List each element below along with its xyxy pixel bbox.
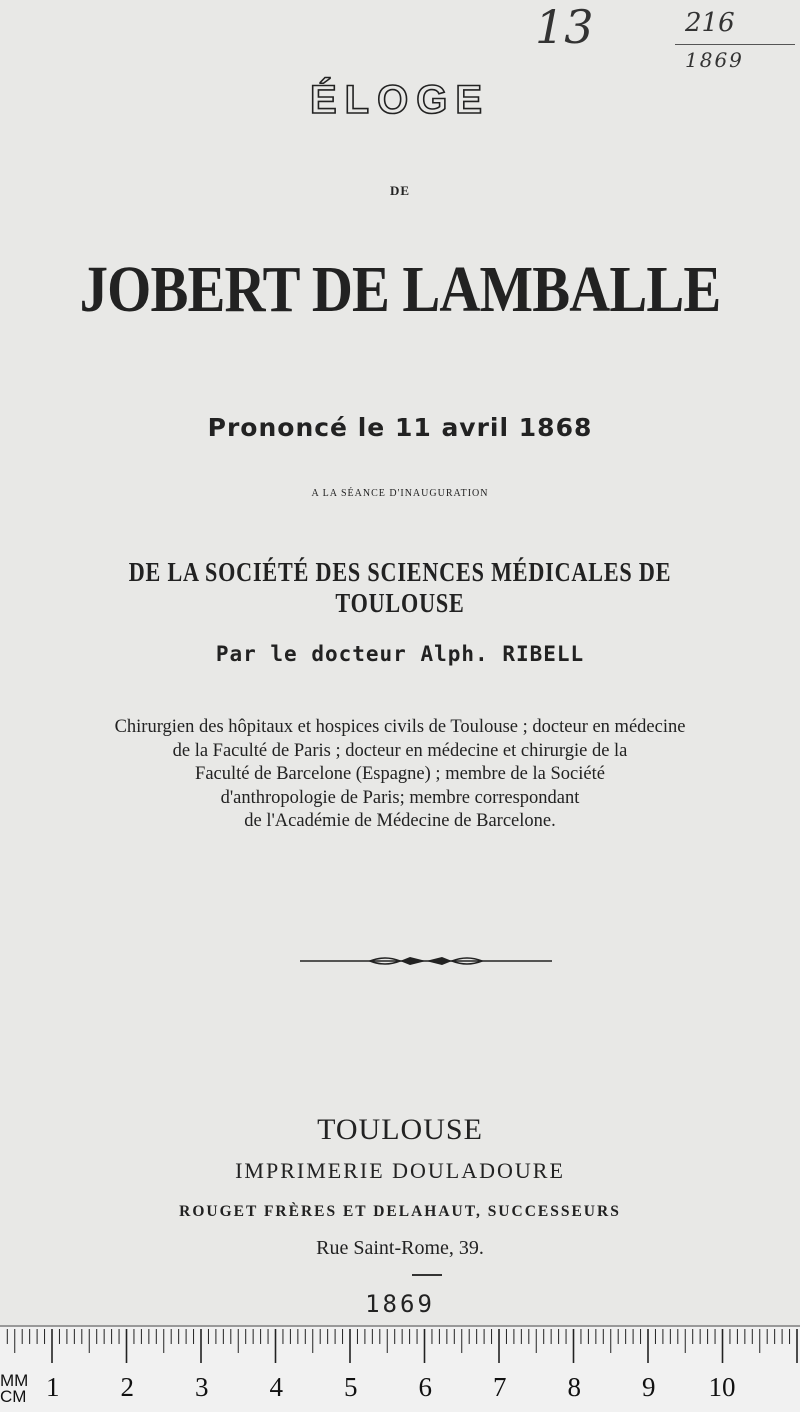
short-rule xyxy=(412,1274,442,1276)
subject-title: JOBERT DE LAMBALLE xyxy=(79,253,721,326)
ruler-number: 3 xyxy=(195,1372,209,1402)
ruler-number: 9 xyxy=(642,1372,656,1402)
printer-address: Rue Saint-Rome, 39. xyxy=(316,1237,484,1259)
ruler-number: 2 xyxy=(120,1372,134,1402)
de-word: DE xyxy=(389,183,411,198)
measuring-ruler xyxy=(0,1325,800,1412)
author-title-line: Faculté de Barcelone (Espagne) ; membre de la Société xyxy=(195,764,605,784)
city-name: TOULOUSE xyxy=(317,1113,483,1146)
ruler-number: 5 xyxy=(344,1372,358,1402)
ornament-rule xyxy=(300,953,552,969)
societe-line: DE LA SOCIÉTÉ DES SCIENCES MÉDICALES DE TOULOUSE xyxy=(128,557,672,618)
ruler-number: 6 xyxy=(418,1372,432,1402)
successors-line: ROUGET FRÈRES ET DELAHAUT, SUCCESSEURS xyxy=(179,1203,621,1220)
shelfmark-number: 13 xyxy=(535,0,594,54)
ruler-unit-cm: CM xyxy=(0,1387,27,1406)
ruler-number: 4 xyxy=(269,1372,283,1402)
ruler-unit-mm: MM xyxy=(0,1371,29,1390)
shelfmark-code: 216 xyxy=(685,8,735,38)
shelfmark-divider xyxy=(675,44,795,45)
author-title-line: de l'Académie de Médecine de Barcelone. xyxy=(244,811,556,831)
author-title-line: Chirurgien des hôpitaux et hospices civils de Toulouse ; docteur en médecine xyxy=(114,717,686,737)
shelfmark-year: 1869 xyxy=(685,48,744,72)
pronounced-date: Prononcé le 11 avril 1868 xyxy=(207,413,593,442)
printer-name: IMPRIMERIE DOULADOURE xyxy=(235,1158,565,1183)
author-titles xyxy=(0,716,800,834)
author-title-line: d'anthropologie de Paris; membre correspondant xyxy=(220,787,580,808)
author-title-line: de la Faculté de Paris ; docteur en médecine et chirurgie de la xyxy=(172,740,628,761)
ruler-number: 10 xyxy=(708,1372,736,1402)
author-line: Par le docteur Alph. RIBELL xyxy=(215,642,585,666)
seance-line: A LA SÉANCE D'INAUGURATION xyxy=(311,488,489,499)
eloge-heading: ÉLOGE xyxy=(309,78,491,122)
ruler-number: 1 xyxy=(46,1372,60,1402)
publication-year: 1869 xyxy=(365,1290,435,1318)
ruler-number: 8 xyxy=(567,1372,581,1402)
ruler-number: 7 xyxy=(493,1372,507,1402)
